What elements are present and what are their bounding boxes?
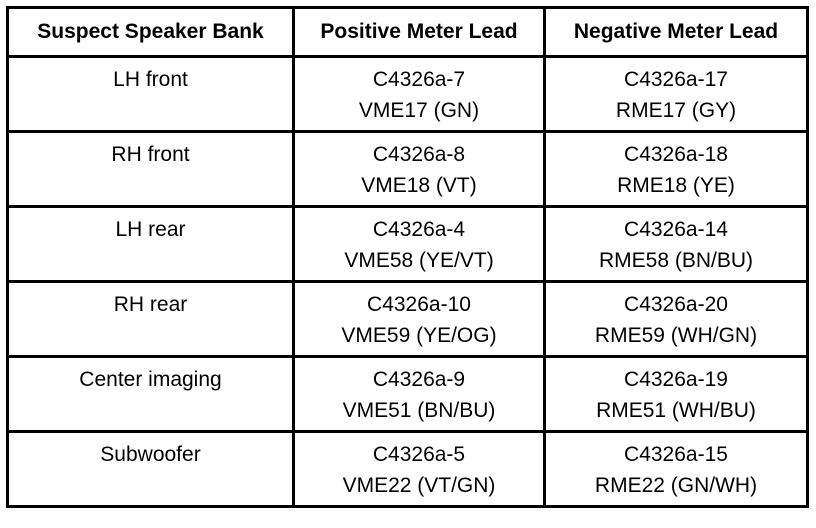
table-row [8, 207, 808, 282]
positive-pin: C4326a-7 [372, 68, 466, 91]
speaker-bank-name: RH front [111, 143, 190, 166]
speaker-bank-name: Subwoofer [100, 443, 201, 466]
table-row [8, 282, 808, 357]
positive-circuit: VME18 (VT) [361, 174, 477, 197]
speaker-bank-name: LH rear [115, 218, 186, 241]
negative-circuit: RME51 (WH/BU) [596, 399, 756, 422]
positive-circuit: VME17 (GN) [358, 99, 480, 122]
negative-lead-cell [545, 57, 808, 132]
positive-pin: C4326a-4 [372, 218, 466, 241]
positive-lead-cell [294, 357, 545, 432]
positive-pin: C4326a-8 [372, 143, 466, 166]
positive-lead-cell [294, 132, 545, 207]
negative-lead-cell [545, 357, 808, 432]
speaker-bank-name: RH rear [113, 293, 188, 316]
positive-pin: C4326a-10 [367, 293, 471, 316]
header-suspect-speaker-bank: Suspect Speaker Bank [8, 8, 294, 57]
speaker-bank-cell [8, 207, 294, 282]
positive-circuit: VME59 (YE/OG) [341, 324, 497, 347]
speaker-bank-name: LH front [113, 68, 188, 91]
table-row [8, 57, 808, 132]
positive-circuit: VME58 (YE/VT) [344, 249, 494, 272]
negative-lead-cell [545, 432, 808, 507]
speaker-bank-cell [8, 132, 294, 207]
negative-pin: C4326a-20 [624, 293, 728, 316]
speaker-bank-cell [8, 57, 294, 132]
negative-pin: C4326a-15 [624, 443, 728, 466]
negative-circuit: RME58 (BN/BU) [598, 249, 754, 272]
negative-lead-cell [545, 207, 808, 282]
positive-pin: C4326a-9 [372, 368, 466, 391]
negative-pin: C4326a-19 [624, 368, 728, 391]
positive-lead-cell [294, 207, 545, 282]
negative-circuit: RME59 (WH/GN) [594, 324, 758, 347]
positive-pin: C4326a-5 [372, 443, 466, 466]
positive-lead-cell [294, 282, 545, 357]
negative-lead-cell [545, 132, 808, 207]
speaker-bank-name: Center imaging [79, 368, 222, 391]
header-row [8, 8, 808, 57]
table-row [8, 357, 808, 432]
negative-circuit: RME18 (YE) [617, 174, 735, 197]
speaker-test-table [6, 6, 809, 508]
negative-pin: C4326a-18 [624, 143, 728, 166]
table-row [8, 132, 808, 207]
negative-lead-cell [545, 282, 808, 357]
positive-circuit: VME22 (VT/GN) [342, 474, 496, 497]
negative-pin: C4326a-14 [624, 218, 728, 241]
speaker-bank-cell [8, 432, 294, 507]
speaker-bank-cell [8, 282, 294, 357]
table-row [8, 432, 808, 507]
positive-lead-cell [294, 57, 545, 132]
positive-circuit: VME51 (BN/BU) [342, 399, 496, 422]
speaker-bank-cell [8, 357, 294, 432]
positive-lead-cell [294, 432, 545, 507]
negative-pin: C4326a-17 [624, 68, 728, 91]
negative-circuit: RME22 (GN/WH) [594, 474, 758, 497]
header-positive-meter-lead: Positive Meter Lead [294, 8, 545, 57]
header-negative-meter-lead: Negative Meter Lead [545, 8, 808, 57]
negative-circuit: RME17 (GY) [615, 99, 737, 122]
